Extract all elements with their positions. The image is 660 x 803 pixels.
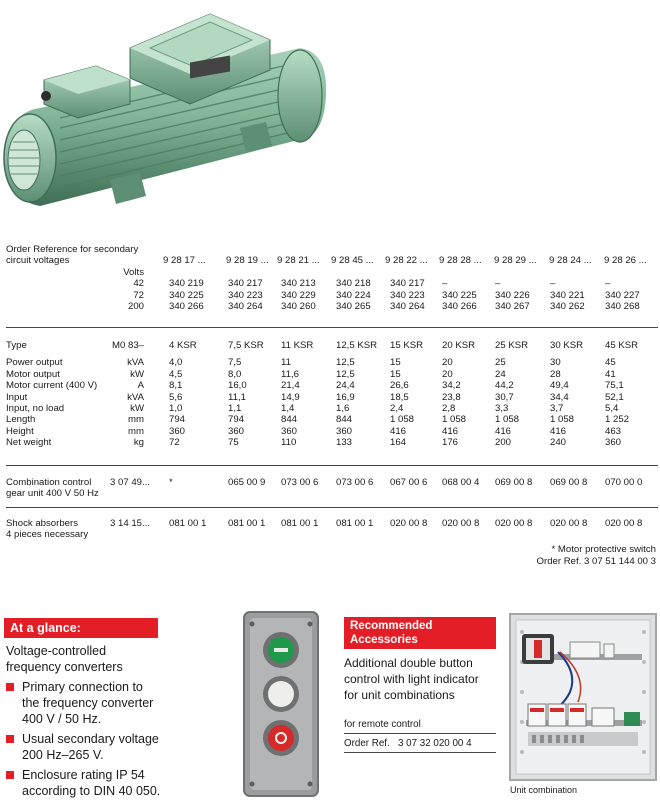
spec-value: 200 [495, 437, 512, 449]
order-ref-label: Order Reference for secondary [6, 244, 139, 255]
glance-intro-line: Voltage-controlled [6, 644, 107, 658]
spec-value: 416 [495, 425, 512, 437]
bullet-icon [6, 735, 14, 743]
accessories-order [344, 738, 472, 749]
spec-value: 133 [336, 437, 353, 449]
order-ref-columns-row [6, 255, 658, 266]
spec-value: 75,1 [605, 380, 624, 392]
spec-value: 75 [228, 437, 239, 449]
divider [344, 733, 496, 734]
shock-value: 020 00 8 [605, 518, 643, 529]
spec-value: 1,6 [336, 402, 350, 414]
spec-label: Motor current (400 V) [6, 380, 98, 392]
shock-value: 081 00 1 [228, 518, 266, 529]
shock-row [6, 518, 658, 529]
spec-value: 1,0 [169, 402, 183, 414]
column-header: 9 28 21 ... [277, 255, 320, 267]
spec-value: 2,4 [390, 402, 404, 414]
spec-unit: M0 83– [112, 340, 144, 351]
spec-unit: mm [128, 425, 144, 437]
combination-value: 069 00 8 [550, 477, 588, 488]
order-ref-value: – [495, 278, 501, 290]
motor-image [0, 0, 330, 228]
order-ref-value: 340 262 [550, 300, 585, 312]
bullet-line: the frequency converter [22, 696, 154, 710]
spec-value: 12,5 [336, 357, 355, 369]
order-ref-value: 340 224 [336, 289, 371, 301]
spec-value: 34,2 [442, 380, 461, 392]
spec-table-values [6, 340, 658, 449]
spec-value: 49,4 [550, 380, 569, 392]
spec-value: 34,4 [550, 391, 569, 403]
button-station-image [240, 610, 322, 798]
footnote-order: Order Ref. 3 07 51 144 00 3 [536, 555, 656, 567]
shock-value: 081 00 1 [169, 518, 207, 529]
glance-intro [6, 643, 123, 675]
shock-label-2: 4 pieces necessary [6, 529, 89, 541]
order-ref-heading [6, 244, 658, 255]
spec-value: 30 KSR [550, 340, 584, 351]
order-ref-value: 3 07 32 020 00 4 [398, 738, 472, 749]
order-ref-value: 340 265 [336, 300, 371, 312]
spec-value: 45 KSR [605, 340, 639, 351]
combination-label: Combination control [6, 477, 92, 488]
order-ref-value: 340 227 [605, 289, 640, 301]
bullet-line: Primary connection to [22, 680, 143, 694]
spec-value: 1,1 [228, 402, 242, 414]
order-ref-value: 340 223 [228, 289, 263, 301]
spec-unit: mm [128, 414, 144, 426]
divider [6, 327, 658, 328]
bullet-line: according to DIN 40 050. [22, 784, 161, 798]
bullet-line: Usual secondary voltage [22, 732, 159, 746]
shock-table [6, 518, 658, 541]
spec-value: 21,4 [281, 380, 300, 392]
accessories-desc-line: Additional double button [344, 656, 473, 670]
spec-value: 11,6 [281, 368, 299, 380]
spec-value: 14,9 [281, 391, 300, 403]
column-header: 9 28 19 ... [226, 255, 269, 267]
shock-value: 020 00 8 [495, 518, 533, 529]
combination-value: * [169, 477, 173, 488]
voltage-value: 200 [127, 300, 144, 312]
voltage-value: 72 [133, 289, 144, 301]
spec-value: 8,0 [228, 368, 242, 380]
spec-value: 416 [390, 425, 407, 437]
footnote [490, 544, 656, 567]
spec-value: 416 [550, 425, 567, 437]
spec-row [6, 414, 658, 425]
spec-value: 24,4 [336, 380, 355, 392]
column-header: 9 28 22 ... [385, 255, 428, 267]
spec-row [6, 380, 658, 391]
glance-bullet [22, 731, 159, 763]
order-ref-label-2: circuit voltages [6, 255, 70, 267]
spec-value: 18,5 [390, 391, 409, 403]
spec-value: 24 [495, 368, 506, 380]
order-ref-value: 340 218 [336, 278, 371, 290]
bullet-line: 200 Hz–265 V. [22, 748, 104, 762]
spec-unit: kVA [127, 391, 144, 403]
column-header: 9 28 29 ... [494, 255, 537, 267]
spec-value: 12,5 KSR [336, 340, 378, 351]
spec-value: 110 [281, 437, 297, 449]
spec-unit: kW [130, 368, 144, 380]
combination-label-2: gear unit 400 V 50 Hz [6, 488, 99, 500]
bullet-line: 400 V / 50 Hz. [22, 712, 102, 726]
spec-row [6, 357, 658, 368]
order-ref-label: Order Ref. [344, 738, 390, 749]
shock-value: 020 00 8 [550, 518, 588, 529]
shock-label: Shock absorbers [6, 518, 78, 529]
combination-value: 073 00 6 [281, 477, 319, 488]
order-ref-value: 340 221 [550, 289, 585, 301]
spec-value: 463 [605, 425, 622, 437]
volts-label: Volts [123, 266, 144, 278]
spec-value: 176 [442, 437, 459, 449]
bullet-icon [6, 683, 14, 691]
combination-value: 065 00 9 [228, 477, 266, 488]
spec-value: 23,8 [442, 391, 461, 403]
shock-value: 081 00 1 [336, 518, 374, 529]
spec-label: Length [6, 414, 36, 426]
combination-value: 073 00 6 [336, 477, 374, 488]
spec-value: 20 KSR [442, 340, 476, 351]
combination-value: 069 00 8 [495, 477, 533, 488]
spec-row [6, 340, 658, 351]
spec-value: 11 KSR [281, 340, 314, 351]
spec-unit: kg [133, 437, 144, 449]
spec-value: 30 [550, 357, 561, 369]
combination-value: 067 00 6 [390, 477, 428, 488]
spec-value: 52,1 [605, 391, 624, 403]
spec-value: 794 [228, 414, 245, 426]
voltage-row [6, 278, 658, 289]
combination-value: 068 00 4 [442, 477, 480, 488]
spec-value: 16,0 [228, 380, 247, 392]
voltage-row [6, 290, 658, 301]
order-ref-value: – [605, 278, 611, 290]
accessories-desc [344, 655, 479, 703]
order-ref-value: 340 226 [495, 289, 530, 301]
spec-value: 1 252 [605, 414, 630, 426]
spec-value: 360 [228, 425, 245, 437]
spec-value: 360 [169, 425, 186, 437]
spec-value: 11,1 [228, 391, 246, 403]
bullet-icon [6, 771, 14, 779]
spec-value: 3,7 [550, 402, 564, 414]
spec-value: 8,1 [169, 380, 183, 392]
spec-value: 4,0 [169, 357, 183, 369]
order-ref-value: 340 260 [281, 300, 316, 312]
spec-label: Net weight [6, 437, 52, 449]
shock-row-2 [6, 529, 658, 540]
combination-row-2 [6, 488, 658, 499]
spec-value: 844 [281, 414, 298, 426]
column-header: 9 28 26 ... [604, 255, 647, 267]
spec-value: 12,5 [336, 368, 355, 380]
order-ref-value: 340 225 [442, 289, 477, 301]
voltage-value: 42 [133, 278, 144, 290]
remote-control-label: for remote control [344, 719, 421, 730]
spec-value: 7,5 [228, 357, 242, 369]
shock-code: 3 14 15... [110, 518, 151, 529]
spec-table [6, 244, 658, 312]
spec-value: 15 KSR [390, 340, 424, 351]
spec-label: Height [6, 425, 34, 437]
spec-value: 4,5 [169, 368, 183, 380]
order-ref-value: – [442, 278, 448, 290]
spec-value: 30,7 [495, 391, 514, 403]
order-ref-value: 340 217 [390, 278, 425, 290]
accessories-title-line: Recommended [350, 620, 433, 632]
volts-row [6, 267, 658, 278]
spec-unit: A [137, 380, 144, 392]
spec-value: 844 [336, 414, 353, 426]
divider [344, 752, 496, 753]
spec-value: 45 [605, 357, 616, 369]
accessories-desc-line: for unit combinations [344, 688, 455, 702]
spec-value: 1 058 [390, 414, 415, 426]
spec-value: 1,4 [281, 402, 295, 414]
spec-value: 15 [390, 357, 401, 369]
order-ref-value: – [550, 278, 556, 290]
order-ref-value: 340 223 [390, 289, 425, 301]
spec-value: 7,5 KSR [228, 340, 264, 351]
spec-value: 44,2 [495, 380, 514, 392]
spec-label: Type [6, 340, 27, 351]
spec-unit: kW [130, 402, 144, 414]
order-ref-value: 340 229 [281, 289, 316, 301]
order-ref-value: 340 267 [495, 300, 530, 312]
spec-value: 1 058 [495, 414, 520, 426]
shock-value: 081 00 1 [281, 518, 319, 529]
spec-label: Motor output [6, 368, 60, 380]
spec-value: 794 [169, 414, 186, 426]
spec-value: 2,8 [442, 402, 456, 414]
column-header: 9 28 17 ... [163, 255, 206, 267]
order-ref-value: 340 268 [605, 300, 640, 312]
spec-value: 164 [390, 437, 407, 449]
combination-row [6, 477, 658, 488]
spec-value: 240 [550, 437, 567, 449]
accessories-desc-line: control with light indicator [344, 672, 479, 686]
spec-row [6, 392, 658, 403]
spec-value: 20 [442, 357, 453, 369]
unit-combination-caption: Unit combination [510, 785, 578, 795]
order-ref-value: 340 219 [169, 278, 204, 290]
order-ref-value: 340 213 [281, 278, 316, 290]
order-ref-value: 340 225 [169, 289, 204, 301]
bullet-line: Enclosure rating IP 54 [22, 768, 145, 782]
divider [6, 507, 658, 508]
glance-bullet [22, 679, 153, 727]
glance-bullet [22, 767, 160, 799]
combination-code: 3 07 49... [110, 477, 151, 488]
spec-value: 72 [169, 437, 180, 449]
spec-value: 25 [495, 357, 506, 369]
spec-value: 416 [442, 425, 459, 437]
order-ref-value: 340 217 [228, 278, 263, 290]
spec-value: 5,6 [169, 391, 183, 403]
glance-title: At a glance: [4, 618, 158, 638]
spec-value: 360 [281, 425, 298, 437]
accessories-title-line: Accessories [350, 634, 418, 646]
shock-value: 020 00 8 [442, 518, 480, 529]
spec-label: Input, no load [6, 402, 65, 414]
voltage-row [6, 301, 658, 312]
divider [6, 465, 658, 466]
shock-value: 020 00 8 [390, 518, 428, 529]
footnote-line: * Motor protective switch [551, 544, 656, 555]
spec-value: 15 [390, 368, 401, 380]
spec-row [6, 437, 658, 448]
spec-row [6, 369, 658, 380]
order-ref-value: 340 266 [442, 300, 477, 312]
spec-value: 28 [550, 368, 561, 380]
spec-row [6, 403, 658, 414]
spec-unit: kVA [127, 357, 144, 369]
column-header: 9 28 45 ... [331, 255, 374, 267]
column-header: 9 28 28 ... [439, 255, 482, 267]
order-ref-value: 340 264 [390, 300, 425, 312]
order-ref-value: 340 264 [228, 300, 263, 312]
spec-label: Input [6, 391, 28, 403]
spec-value: 25 KSR [495, 340, 529, 351]
spec-value: 360 [605, 437, 622, 449]
spec-value: 20 [442, 368, 453, 380]
unit-combination-image [508, 612, 658, 782]
glance-intro-line: frequency converters [6, 660, 123, 674]
order-ref-value: 340 266 [169, 300, 204, 312]
spec-value: 16,9 [336, 391, 355, 403]
spec-row [6, 426, 658, 437]
spec-value: 5,4 [605, 402, 619, 414]
spec-value: 1 058 [550, 414, 575, 426]
spec-value: 11 [281, 357, 291, 369]
spec-value: 3,3 [495, 402, 509, 414]
spec-label: Power output [6, 357, 63, 369]
combination-table [6, 477, 658, 500]
spec-value: 41 [605, 368, 616, 380]
spec-value: 4 KSR [169, 340, 197, 351]
combination-value: 070 00 0 [605, 477, 643, 488]
accessories-title [344, 617, 496, 649]
column-header: 9 28 24 ... [549, 255, 592, 267]
spec-value: 26,6 [390, 380, 409, 392]
spec-value: 360 [336, 425, 353, 437]
spec-value: 1 058 [442, 414, 467, 426]
